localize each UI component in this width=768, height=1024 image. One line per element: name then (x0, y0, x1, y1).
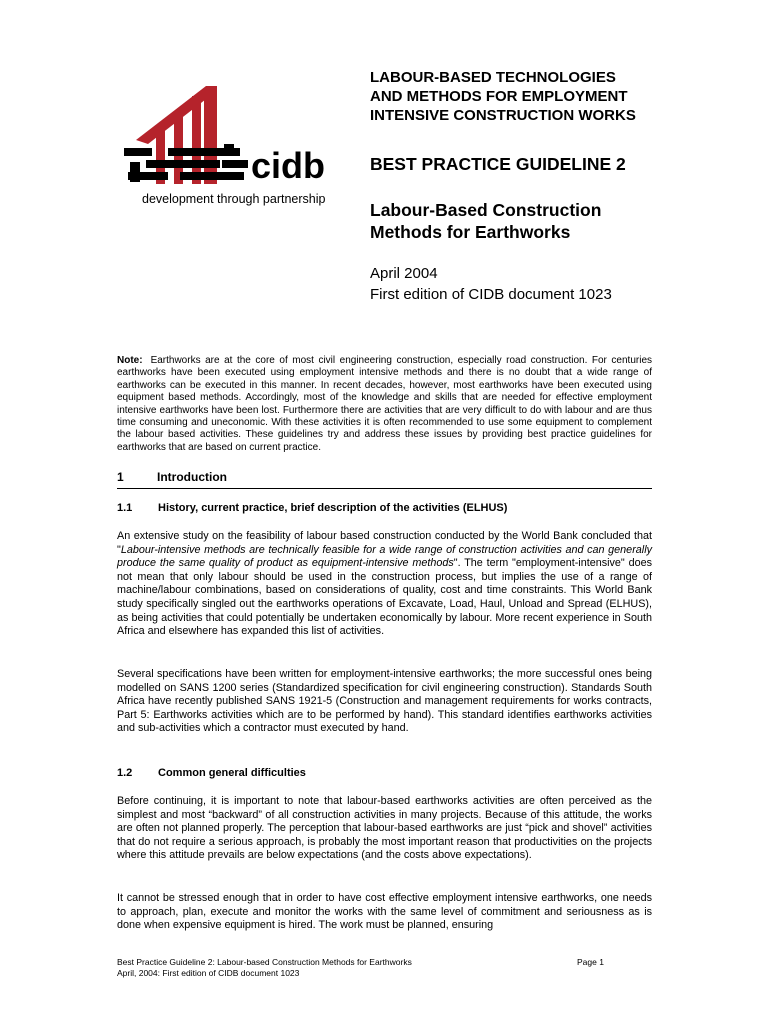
subsection-heading (117, 767, 652, 779)
quoted-conclusion: Labour-intensive methods are technically feasible for a wide range of construction activities and can generally produce the same quality of product as equipment-intensive methods (117, 543, 652, 570)
subtitle-line: Labour-Based Construction (370, 200, 602, 220)
series-title-line: AND METHODS FOR EMPLOYMENT (370, 88, 628, 105)
paragraph-text: An extensive study on the feasibility of labour based construction conducted by the World Bank concluded that " (117, 530, 652, 556)
page-number: Page 1 (577, 957, 604, 967)
subsection-title: History, current practice, brief description of the activities (ELHUS) (158, 502, 508, 514)
subsection-number: 1.2 (117, 767, 133, 779)
document-series-title (370, 68, 700, 125)
logo-tagline: development through partnership (142, 192, 326, 206)
body-paragraph: Before continuing, it is important to note that labour-based earthworks activities are often perceived as the simplest and most “backward” of all construction activities in many projects. Because of this attitude, the works are often not planned properly. The perception that labour-based earthworks are just “pick and shovel” activities that do not require a serious approach, is probably the most important reason that productivities on the projects where this attitude prevails are below expectations (and the costs above expectations). (117, 795, 652, 862)
subtitle-line: Methods for Earthworks (370, 222, 571, 242)
document-subtitle (370, 199, 601, 243)
note-text: Earthworks are at the core of most civil engineering construction, especially road construction. For centuries earthworks have been executed using employment intensive methods and there is no doubt that a wide range of earthworks can be executed in this manner. In recent decades, however, most earthworks have been executed using equipment based methods. Accordingly, most of the knowledge and skills that are needed for effective employment intensive earthworks have been lost. Furthermore there are activities that are very difficult to do with labour and are thus time consuming and uneconomic. With these activities it is often recommended to use some equipment to complement the labour based activities. These guidelines try and address these issues by providing best practice guidelines for earthworks that are based on current practice. (117, 355, 652, 453)
page-footer (117, 957, 617, 978)
section-heading (117, 470, 652, 489)
note-paragraph (117, 355, 652, 454)
subsection-number: 1.1 (117, 502, 133, 514)
edition-info (370, 263, 612, 305)
footer-line: Best Practice Guideline 2: Labour-based Construction Methods for Earthworks (117, 957, 412, 967)
cidb-logo (118, 82, 352, 216)
paragraph-text: ". The term "employment-intensive" does not mean that only labour should be used in the construction process, but implies the use of a range of machine/labour combinations, based on considerations of quality, cost and time constraints. This World Bank study specifically singled out the earthworks operations of Excavate, Load, Haul, Unload and Spread (ELHUS), as being activities that could potentially be undertaken economically by labour. More recent experience in South Africa and elsewhere has expanded this list of activities. (117, 557, 652, 638)
subsection-heading (117, 502, 652, 514)
section-title: Introduction (157, 470, 227, 484)
section-number: 1 (117, 470, 124, 484)
guideline-heading: BEST PRACTICE GUIDELINE 2 (370, 154, 626, 174)
subsection-title: Common general difficulties (158, 767, 306, 779)
note-label: Note: (117, 355, 143, 366)
edition-line: First edition of CIDB document 1023 (370, 286, 612, 303)
series-title-line: LABOUR-BASED TECHNOLOGIES (370, 69, 616, 86)
footer-line: April, 2004: First edition of CIDB document 1023 (117, 967, 300, 978)
cidb-wordmark: cidb (251, 145, 326, 186)
body-paragraph: Several specifications have been written for employment-intensive earthworks; the more successful ones being modelled on SANS 1200 series (Standardized specification for civil engineering construction). Standards South Africa have recently published SANS 1921-5 (Construction and management requirements for works contracts, Part 5: Earthworks activities which are to be performed by hand). This standard identifies earthworks activities and sub-activities which a contractor must executed by hand. (117, 668, 652, 735)
body-paragraph: It cannot be stressed enough that in order to have cost effective employment intensive earthworks, one needs to approach, plan, execute and monitor the works with the same level of commitment and seriousness as is done when expensive equipment is hired. The work must be planned, ensuring (117, 892, 652, 932)
body-paragraph (117, 530, 652, 639)
publication-date: April 2004 (370, 265, 438, 282)
series-title-line: INTENSIVE CONSTRUCTION WORKS (370, 107, 636, 124)
